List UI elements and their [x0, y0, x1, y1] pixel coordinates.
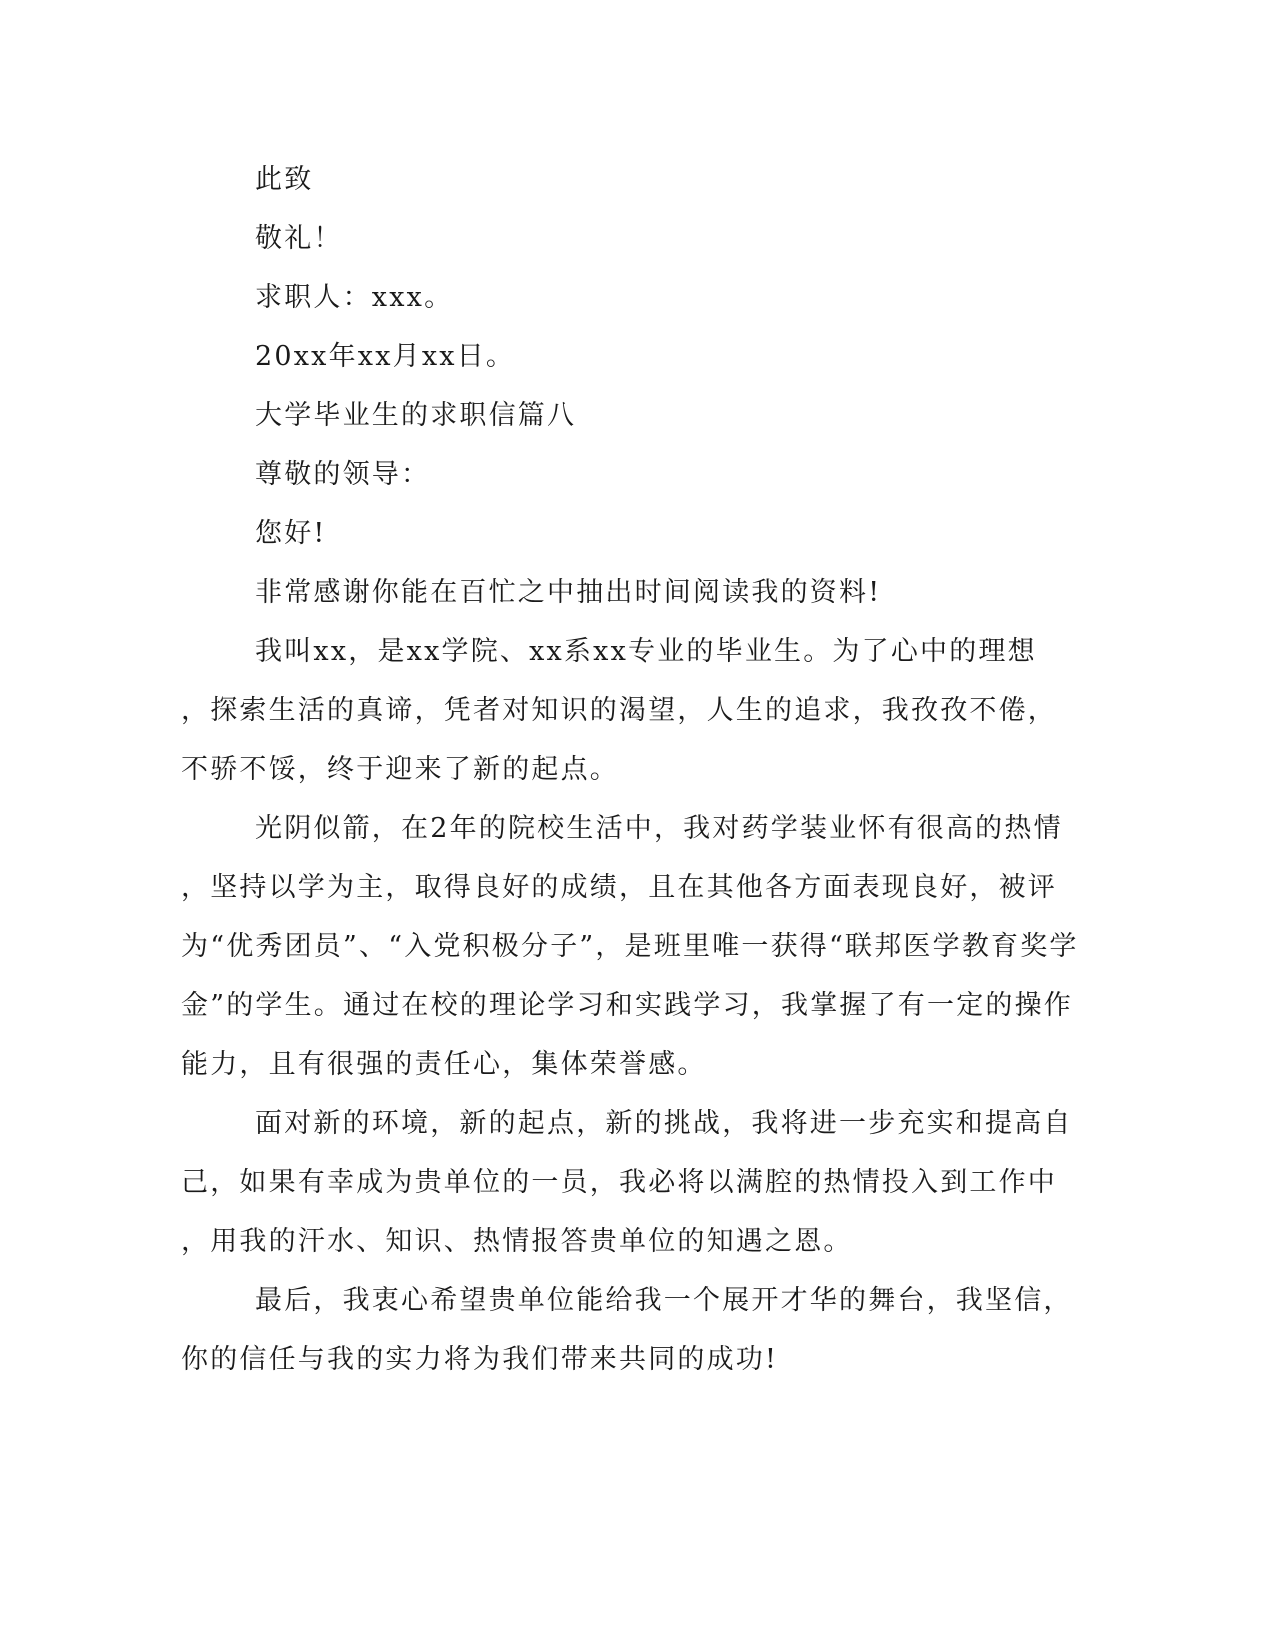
- paragraph-line: ，探索生活的真谛，凭者对知识的渴望，人生的追求，我孜孜不倦，: [181, 695, 1057, 726]
- section-title: 大学毕业生的求职信篇八: [255, 400, 577, 431]
- date-line: 20xx年xx月xx日。: [255, 341, 516, 372]
- paragraph-line: 不骄不馁，终于迎来了新的起点。: [181, 754, 619, 785]
- closing-line: 此致: [255, 164, 314, 195]
- paragraph-line: ，坚持以学为主，取得良好的成绩，且在其他各方面表现良好，被评: [181, 872, 1057, 903]
- applicant-line: 求职人：xxx。: [255, 282, 454, 313]
- thanks-line: 非常感谢你能在百忙之中抽出时间阅读我的资料!: [255, 577, 882, 608]
- paragraph-line: 最后，我衷心希望贵单位能给我一个展开才华的舞台，我坚信，: [255, 1285, 1073, 1316]
- paragraph-line: 能力，且有很强的责任心，集体荣誉感。: [181, 1049, 707, 1080]
- paragraph-line: 己，如果有幸成为贵单位的一员，我必将以满腔的热情投入到工作中: [181, 1167, 1057, 1198]
- paragraph-line: 你的信任与我的实力将为我们带来共同的成功!: [181, 1344, 779, 1375]
- salutation-line: 敬礼！: [255, 223, 343, 254]
- paragraph-line: ，用我的汗水、知识、热情报答贵单位的知遇之恩。: [181, 1226, 853, 1257]
- paragraph-line: 面对新的环境，新的起点，新的挑战，我将进一步充实和提高自: [255, 1108, 1073, 1139]
- paragraph-line: 为“优秀团员”、“入党积极分子”，是班里唯一获得“联邦医学教育奖学: [181, 931, 1079, 962]
- paragraph-line: 光阴似箭，在2年的院校生活中，我对药学装业怀有很高的热情: [255, 813, 1063, 844]
- hello-line: 您好!: [255, 518, 327, 549]
- greeting-line: 尊敬的领导：: [255, 459, 431, 490]
- paragraph-line: 我叫xx，是xx学院、xx系xx专业的毕业生。为了心中的理想: [255, 636, 1037, 667]
- paragraph-line: 金”的学生。通过在校的理论学习和实践学习，我掌握了有一定的操作: [181, 990, 1074, 1021]
